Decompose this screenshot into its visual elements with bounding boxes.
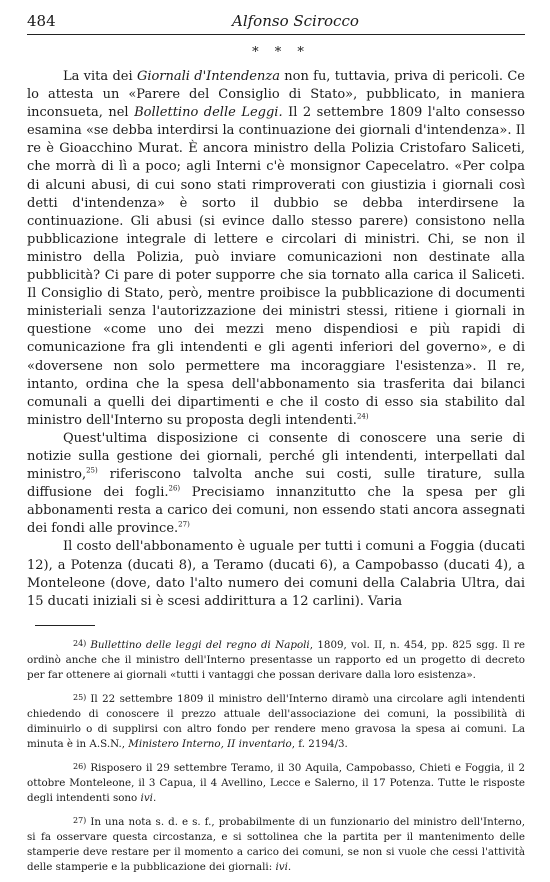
body-text <box>27 68 525 611</box>
italic-text: ivi. <box>275 860 292 873</box>
italic-text: Giornali d'Intendenza <box>136 69 280 84</box>
text-run: Il 2 settembre 1809 l'alto consesso esamina «se debba interdirsi la continuazione dei giornali d'intendenza». Il re è Gioacchino Murat. È ancora ministro della Polizia Cristofaro Saliceti, che morrà di lì a poco; agli Interni c'è monsignor Capecelatro. «Per colpa di alcuni abusi, di cui sono stati rimproverati con giustizia i giornali così detti d'intendenza» è sorto il dubbio se debba interdirsene la continuazione. Gli abusi (si evince dallo stesso parere) consistono nella pubblicazione integrale di lettere e circolari di ministri. Chi, se non il ministro della Polizia, può inviare comunicazioni non destinate alla pubblicità? Ci pare di poter supporre che sia tornato alla carica il Saliceti. Il Consiglio di Stato, però, mentre proibisce la pubblicazione di documenti ministeriali senza l'autorizzazione dei ministri stessi, ritiene i giornali in questione «come uno dei mezzi meno dispendiosi e più rapidi di comunicazione fra gli intendenti e gli agenti inferiori del governo», e di «doversene non solo permettere ma incoraggiare l'esistenza». Il re, intanto, ordina che la spesa dell'abbonamento sia trasferita dai bilanci comunali a quelli dei dipartimenti e che il costo di esso sia stabilito dal ministro dell'Interno su proposta degli intendenti. <box>27 105 526 428</box>
footnote-reference: 26) <box>168 484 181 493</box>
text-run: La vita dei <box>63 69 137 84</box>
body-paragraph <box>27 68 525 430</box>
text-run: riferiscono talvolta anche sui costi, sulle tirature, sulla diffusione dei fogli. <box>27 467 525 501</box>
page-number: 484 <box>27 12 56 30</box>
footnote-reference: 27) <box>178 521 190 530</box>
text-run: , 1809, vol. II, n. 454, pp. 825 sgg. Il re ordinò anche che il ministro dell'Interno presentasse un rapporto ed un progetto di decreto per far ottenere ai giornali «tutti i vantaggi che possan derivare dalla loro esistenza». <box>27 638 525 681</box>
footnote-number: 26) <box>73 761 87 771</box>
footnote <box>27 636 525 683</box>
text-run: In una nota s. d. e s. f., probabilmente di un funzionario del ministro dell'Interno, si fa osservare questa circostanza, e si sottolinea che la partita per il mantenimento delle stamperie deve restare per il momento a carico dei comuni, se non si vuole che cessi l'attività delle stamperie e la pubblicazione dei giornali: <box>27 815 525 873</box>
text-run: Quest'ultima disposizione ci consente di conoscere una serie di notizie sulla gestione dei giornali, perché gli intendenti, interpellati dal ministro, <box>27 430 525 483</box>
running-head: Alfonso Scirocco <box>232 12 359 30</box>
section-separator: * * * <box>252 45 310 60</box>
footnote-number: 25) <box>73 692 87 702</box>
body-paragraph <box>27 538 525 610</box>
text-run: Risposero il 29 settembre Teramo, il 30 Aquila, Campobasso, Chieti e Foggia, il 2 ottobre Monteleone, il 3 Capua, il 4 Avellino, Lecce e Salerno, il 17 Potenza. Tutte le risposte degli intendenti sono <box>27 761 525 804</box>
footnote-rule <box>35 625 95 626</box>
footnote-reference: 25) <box>86 466 98 475</box>
text-run: Il 22 settembre 1809 il ministro dell'Interno diramò una circolare agli intendenti chiedendo di conoscere il prezzo attuale dell'associazione dei comuni, la possibilità di diminuirlo o di supplirsi con altro fondo per rendere meno gravosa la spesa ai comuni. La minuta è in A.S.N., <box>27 692 525 750</box>
footnote <box>27 813 525 875</box>
footnote-reference: 24) <box>356 412 369 421</box>
text-run: Precisiamo innanzitutto che la spesa per gli abbonamenti resta a carico dei comuni, non essendo stati ancora assegnati dei fondi alle province. <box>27 485 526 537</box>
italic-text: Bollettino delle Leggi. <box>134 105 283 121</box>
text-run: , f. 2194/3. <box>291 737 348 750</box>
page-header <box>27 10 525 35</box>
italic-text: ivi. <box>140 791 157 804</box>
italic-text: Bullettino delle leggi del regno di Napoli <box>90 638 310 651</box>
footnote <box>27 690 525 752</box>
text-run: Il costo dell'abbonamento è uguale per tutti i comuni a Foggia (ducati 12), a Potenza (ducati 8), a Teramo (ducati 6), a Campobasso (ducati 4), a Monteleone (dove, dato l'alto numero dei comuni della Calabria Ultra, dai 15 ducati iniziali si è scesi addirittura a 12 carlini). Varia <box>27 539 525 609</box>
footnote-number: 24) <box>73 638 87 648</box>
body-paragraph <box>27 430 525 539</box>
footnote <box>27 759 525 806</box>
italic-text: Ministero Interno, II inventario <box>128 737 292 750</box>
book-page <box>27 10 525 882</box>
footnote-number: 27) <box>73 815 87 825</box>
footnotes <box>27 636 525 875</box>
text-run: non fu, tuttavia, priva di pericoli. Ce lo attesta un «Parere del Consiglio di Stato», pubblicato, in maniera inconsueta, nel <box>27 69 525 121</box>
